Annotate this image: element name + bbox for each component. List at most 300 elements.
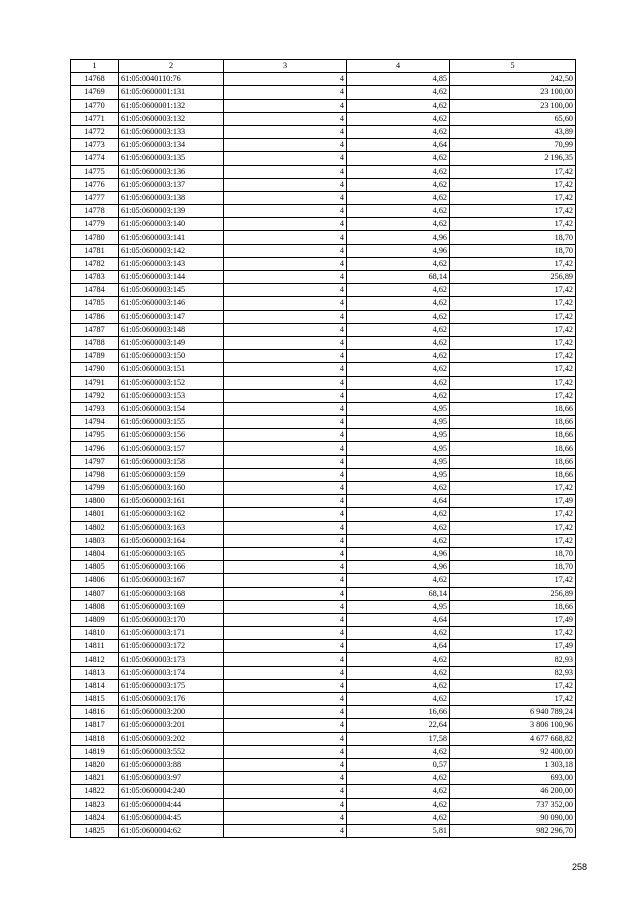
row-number-cell: 14793 xyxy=(71,402,119,415)
column-5-cell: 17,42 xyxy=(450,574,576,587)
column-5-cell: 17,42 xyxy=(450,389,576,402)
row-number-cell: 14802 xyxy=(71,521,119,534)
row-number-cell: 14780 xyxy=(71,231,119,244)
column-3-cell: 4 xyxy=(224,112,347,125)
column-4-cell: 4,62 xyxy=(347,218,450,231)
column-5-cell: 18,70 xyxy=(450,561,576,574)
row-number-cell: 14787 xyxy=(71,323,119,336)
column-4-cell: 4,62 xyxy=(347,745,450,758)
cadastral-number-cell: 61:05:0600003:134 xyxy=(119,139,224,152)
table-row xyxy=(71,429,576,442)
column-3-cell: 4 xyxy=(224,719,347,732)
row-number-cell: 14775 xyxy=(71,165,119,178)
column-5-cell: 17,42 xyxy=(450,191,576,204)
column-4-cell: 4,95 xyxy=(347,402,450,415)
table-row xyxy=(71,284,576,297)
column-5-cell: 17,42 xyxy=(450,310,576,323)
cadastral-number-cell: 61:05:0600004:62 xyxy=(119,824,224,837)
cadastral-number-cell: 61:05:0600003:170 xyxy=(119,613,224,626)
column-5-cell: 17,42 xyxy=(450,508,576,521)
column-5-cell: 18,66 xyxy=(450,429,576,442)
table-row xyxy=(71,693,576,706)
column-5-cell: 17,42 xyxy=(450,323,576,336)
column-5-cell: 92 400,00 xyxy=(450,745,576,758)
column-5-cell: 18,66 xyxy=(450,455,576,468)
column-5-cell: 18,70 xyxy=(450,547,576,560)
column-4-cell: 0,57 xyxy=(347,758,450,771)
column-3-cell: 4 xyxy=(224,758,347,771)
column-4-cell: 4,64 xyxy=(347,640,450,653)
row-number-cell: 14789 xyxy=(71,350,119,363)
column-5-cell: 17,49 xyxy=(450,613,576,626)
column-5-cell: 17,42 xyxy=(450,297,576,310)
cadastral-number-cell: 61:05:0600003:156 xyxy=(119,429,224,442)
column-4-cell: 4,95 xyxy=(347,429,450,442)
row-number-cell: 14769 xyxy=(71,86,119,99)
column-3-cell: 4 xyxy=(224,587,347,600)
cadastral-number-cell: 61:05:0600003:168 xyxy=(119,587,224,600)
column-5-cell: 17,42 xyxy=(450,178,576,191)
column-5-cell: 82,93 xyxy=(450,653,576,666)
row-number-cell: 14801 xyxy=(71,508,119,521)
row-number-cell: 14797 xyxy=(71,455,119,468)
column-5-cell: 3 806 100,96 xyxy=(450,719,576,732)
column-5-cell: 18,66 xyxy=(450,468,576,481)
cadastral-number-cell: 61:05:0600004:240 xyxy=(119,785,224,798)
table-row xyxy=(71,416,576,429)
row-number-cell: 14798 xyxy=(71,468,119,481)
column-3-cell: 4 xyxy=(224,86,347,99)
table-row xyxy=(71,811,576,824)
column-header: 2 xyxy=(119,60,224,73)
row-number-cell: 14804 xyxy=(71,547,119,560)
column-header: 1 xyxy=(71,60,119,73)
table-row xyxy=(71,495,576,508)
column-5-cell: 18,66 xyxy=(450,442,576,455)
table-row xyxy=(71,297,576,310)
column-3-cell: 4 xyxy=(224,442,347,455)
column-4-cell: 4,95 xyxy=(347,455,450,468)
row-number-cell: 14790 xyxy=(71,363,119,376)
row-number-cell: 14771 xyxy=(71,112,119,125)
cadastral-number-cell: 61:05:0600003:157 xyxy=(119,442,224,455)
column-5-cell: 46 200,00 xyxy=(450,785,576,798)
column-header: 4 xyxy=(347,60,450,73)
cadastral-number-cell: 61:05:0600003:145 xyxy=(119,284,224,297)
row-number-cell: 14816 xyxy=(71,706,119,719)
row-number-cell: 14779 xyxy=(71,218,119,231)
column-5-cell: 17,42 xyxy=(450,218,576,231)
row-number-cell: 14783 xyxy=(71,271,119,284)
column-5-cell: 17,42 xyxy=(450,257,576,270)
column-4-cell: 4,62 xyxy=(347,284,450,297)
row-number-cell: 14813 xyxy=(71,666,119,679)
row-number-cell: 14819 xyxy=(71,745,119,758)
column-4-cell: 4,64 xyxy=(347,613,450,626)
column-3-cell: 4 xyxy=(224,600,347,613)
cadastral-number-cell: 61:05:0600003:88 xyxy=(119,758,224,771)
column-4-cell: 4,62 xyxy=(347,653,450,666)
column-5-cell: 17,49 xyxy=(450,640,576,653)
cadastral-number-cell: 61:05:0600003:155 xyxy=(119,416,224,429)
column-4-cell: 4,62 xyxy=(347,297,450,310)
column-5-cell: 2 196,35 xyxy=(450,152,576,165)
column-4-cell: 4,62 xyxy=(347,310,450,323)
column-3-cell: 4 xyxy=(224,284,347,297)
table-row xyxy=(71,468,576,481)
column-5-cell: 23 100,00 xyxy=(450,99,576,112)
cadastral-number-cell: 61:05:0600003:132 xyxy=(119,112,224,125)
column-4-cell: 4,62 xyxy=(347,772,450,785)
table-row xyxy=(71,785,576,798)
cadastral-number-cell: 61:05:0600001:131 xyxy=(119,86,224,99)
row-number-cell: 14817 xyxy=(71,719,119,732)
column-4-cell: 4,62 xyxy=(347,679,450,692)
column-3-cell: 4 xyxy=(224,666,347,679)
column-4-cell: 4,95 xyxy=(347,468,450,481)
table-row xyxy=(71,798,576,811)
row-number-cell: 14825 xyxy=(71,824,119,837)
row-number-cell: 14818 xyxy=(71,732,119,745)
column-4-cell: 4,62 xyxy=(347,811,450,824)
column-5-cell: 17,42 xyxy=(450,350,576,363)
table-row xyxy=(71,508,576,521)
column-3-cell: 4 xyxy=(224,653,347,666)
column-3-cell: 4 xyxy=(224,745,347,758)
column-4-cell: 4,62 xyxy=(347,191,450,204)
page-number: 258 xyxy=(571,862,587,872)
column-3-cell: 4 xyxy=(224,376,347,389)
table-row xyxy=(71,534,576,547)
column-3-cell: 4 xyxy=(224,640,347,653)
table-row xyxy=(71,521,576,534)
column-4-cell: 4,96 xyxy=(347,561,450,574)
column-3-cell: 4 xyxy=(224,772,347,785)
cadastral-number-cell: 61:05:0600003:148 xyxy=(119,323,224,336)
cadastral-number-cell: 61:05:0040110:76 xyxy=(119,73,224,86)
column-4-cell: 4,96 xyxy=(347,231,450,244)
cadastral-number-cell: 61:05:0600001:132 xyxy=(119,99,224,112)
table-row xyxy=(71,600,576,613)
column-4-cell: 4,62 xyxy=(347,336,450,349)
cadastral-number-cell: 61:05:0600003:160 xyxy=(119,482,224,495)
column-5-cell: 17,42 xyxy=(450,363,576,376)
data-table xyxy=(70,59,576,838)
column-4-cell: 4,62 xyxy=(347,574,450,587)
column-3-cell: 4 xyxy=(224,218,347,231)
column-5-cell: 242,50 xyxy=(450,73,576,86)
table-row xyxy=(71,547,576,560)
column-4-cell: 68,14 xyxy=(347,587,450,600)
table-row xyxy=(71,587,576,600)
column-3-cell: 4 xyxy=(224,482,347,495)
column-3-cell: 4 xyxy=(224,73,347,86)
row-number-cell: 14774 xyxy=(71,152,119,165)
row-number-cell: 14786 xyxy=(71,310,119,323)
row-number-cell: 14806 xyxy=(71,574,119,587)
cadastral-number-cell: 61:05:0600003:164 xyxy=(119,534,224,547)
table-row xyxy=(71,640,576,653)
column-3-cell: 4 xyxy=(224,297,347,310)
column-4-cell: 4,62 xyxy=(347,125,450,138)
cadastral-number-cell: 61:05:0600003:146 xyxy=(119,297,224,310)
column-5-cell: 17,42 xyxy=(450,376,576,389)
row-number-cell: 14812 xyxy=(71,653,119,666)
row-number-cell: 14809 xyxy=(71,613,119,626)
column-3-cell: 4 xyxy=(224,534,347,547)
column-4-cell: 4,62 xyxy=(347,785,450,798)
column-5-cell: 256,89 xyxy=(450,271,576,284)
row-number-cell: 14803 xyxy=(71,534,119,547)
column-5-cell: 17,42 xyxy=(450,693,576,706)
table-row xyxy=(71,679,576,692)
column-3-cell: 4 xyxy=(224,389,347,402)
column-3-cell: 4 xyxy=(224,139,347,152)
row-number-cell: 14799 xyxy=(71,482,119,495)
column-5-cell: 18,70 xyxy=(450,244,576,257)
column-5-cell: 1 303,18 xyxy=(450,758,576,771)
row-number-cell: 14808 xyxy=(71,600,119,613)
column-4-cell: 4,95 xyxy=(347,442,450,455)
column-3-cell: 4 xyxy=(224,178,347,191)
column-5-cell: 18,66 xyxy=(450,600,576,613)
column-4-cell: 4,62 xyxy=(347,257,450,270)
cadastral-number-cell: 61:05:0600003:158 xyxy=(119,455,224,468)
column-3-cell: 4 xyxy=(224,521,347,534)
column-3-cell: 4 xyxy=(224,191,347,204)
column-3-cell: 4 xyxy=(224,679,347,692)
column-4-cell: 4,96 xyxy=(347,244,450,257)
cadastral-number-cell: 61:05:0600003:133 xyxy=(119,125,224,138)
column-3-cell: 4 xyxy=(224,271,347,284)
cadastral-number-cell: 61:05:0600003:167 xyxy=(119,574,224,587)
row-number-cell: 14805 xyxy=(71,561,119,574)
column-4-cell: 4,62 xyxy=(347,508,450,521)
column-4-cell: 4,62 xyxy=(347,521,450,534)
column-3-cell: 4 xyxy=(224,732,347,745)
cadastral-number-cell: 61:05:0600003:153 xyxy=(119,389,224,402)
cadastral-number-cell: 61:05:0600004:44 xyxy=(119,798,224,811)
column-3-cell: 4 xyxy=(224,125,347,138)
table-row xyxy=(71,139,576,152)
cadastral-number-cell: 61:05:0600003:202 xyxy=(119,732,224,745)
row-number-cell: 14814 xyxy=(71,679,119,692)
column-3-cell: 4 xyxy=(224,824,347,837)
column-4-cell: 4,62 xyxy=(347,86,450,99)
cadastral-number-cell: 61:05:0600003:136 xyxy=(119,165,224,178)
column-4-cell: 4,62 xyxy=(347,323,450,336)
column-5-cell: 90 090,00 xyxy=(450,811,576,824)
column-3-cell: 4 xyxy=(224,257,347,270)
row-number-cell: 14777 xyxy=(71,191,119,204)
header-row xyxy=(71,60,576,73)
row-number-cell: 14795 xyxy=(71,429,119,442)
row-number-cell: 14781 xyxy=(71,244,119,257)
cadastral-number-cell: 61:05:0600003:165 xyxy=(119,547,224,560)
cadastral-number-cell: 61:05:0600003:135 xyxy=(119,152,224,165)
table-row xyxy=(71,244,576,257)
cadastral-number-cell: 61:05:0600003:152 xyxy=(119,376,224,389)
cadastral-number-cell: 61:05:0600004:45 xyxy=(119,811,224,824)
table-row xyxy=(71,772,576,785)
column-5-cell: 17,42 xyxy=(450,336,576,349)
column-5-cell: 18,70 xyxy=(450,231,576,244)
column-4-cell: 22,64 xyxy=(347,719,450,732)
cadastral-number-cell: 61:05:0600003:200 xyxy=(119,706,224,719)
column-5-cell: 17,49 xyxy=(450,495,576,508)
column-4-cell: 4,62 xyxy=(347,376,450,389)
table-row xyxy=(71,758,576,771)
row-number-cell: 14800 xyxy=(71,495,119,508)
column-5-cell: 6 940 789,24 xyxy=(450,706,576,719)
column-4-cell: 4,62 xyxy=(347,363,450,376)
column-4-cell: 4,62 xyxy=(347,350,450,363)
column-header: 5 xyxy=(450,60,576,73)
row-number-cell: 14822 xyxy=(71,785,119,798)
table-row xyxy=(71,627,576,640)
column-4-cell: 16,66 xyxy=(347,706,450,719)
column-3-cell: 4 xyxy=(224,323,347,336)
column-4-cell: 4,95 xyxy=(347,600,450,613)
row-number-cell: 14796 xyxy=(71,442,119,455)
table-row xyxy=(71,231,576,244)
column-4-cell: 4,62 xyxy=(347,693,450,706)
table-row xyxy=(71,191,576,204)
table-row xyxy=(71,99,576,112)
column-5-cell: 43,89 xyxy=(450,125,576,138)
table-row xyxy=(71,402,576,415)
table-row xyxy=(71,257,576,270)
row-number-cell: 14768 xyxy=(71,73,119,86)
column-4-cell: 4,62 xyxy=(347,534,450,547)
column-3-cell: 4 xyxy=(224,99,347,112)
table-row xyxy=(71,824,576,837)
column-5-cell: 737 352,00 xyxy=(450,798,576,811)
column-4-cell: 4,62 xyxy=(347,666,450,679)
column-4-cell: 68,14 xyxy=(347,271,450,284)
column-5-cell: 17,42 xyxy=(450,679,576,692)
column-3-cell: 4 xyxy=(224,310,347,323)
cadastral-number-cell: 61:05:0600003:97 xyxy=(119,772,224,785)
cadastral-number-cell: 61:05:0600003:138 xyxy=(119,191,224,204)
column-5-cell: 18,66 xyxy=(450,416,576,429)
cadastral-number-cell: 61:05:0600003:144 xyxy=(119,271,224,284)
column-5-cell: 17,42 xyxy=(450,627,576,640)
column-4-cell: 4,62 xyxy=(347,389,450,402)
column-header: 3 xyxy=(224,60,347,73)
column-5-cell: 256,89 xyxy=(450,587,576,600)
row-number-cell: 14770 xyxy=(71,99,119,112)
column-3-cell: 4 xyxy=(224,363,347,376)
column-5-cell: 4 677 668,82 xyxy=(450,732,576,745)
column-3-cell: 4 xyxy=(224,613,347,626)
column-4-cell: 4,95 xyxy=(347,416,450,429)
row-number-cell: 14811 xyxy=(71,640,119,653)
column-3-cell: 4 xyxy=(224,627,347,640)
cadastral-number-cell: 61:05:0600003:154 xyxy=(119,402,224,415)
column-5-cell: 82,93 xyxy=(450,666,576,679)
cadastral-number-cell: 61:05:0600003:201 xyxy=(119,719,224,732)
table-row xyxy=(71,350,576,363)
row-number-cell: 14782 xyxy=(71,257,119,270)
row-number-cell: 14792 xyxy=(71,389,119,402)
cadastral-number-cell: 61:05:0600003:143 xyxy=(119,257,224,270)
cadastral-number-cell: 61:05:0600003:162 xyxy=(119,508,224,521)
column-3-cell: 4 xyxy=(224,429,347,442)
column-3-cell: 4 xyxy=(224,231,347,244)
column-3-cell: 4 xyxy=(224,508,347,521)
column-4-cell: 4,62 xyxy=(347,205,450,218)
table-row xyxy=(71,455,576,468)
cadastral-number-cell: 61:05:0600003:176 xyxy=(119,693,224,706)
table-row xyxy=(71,482,576,495)
column-5-cell: 70,99 xyxy=(450,139,576,152)
column-3-cell: 4 xyxy=(224,798,347,811)
column-5-cell: 17,42 xyxy=(450,205,576,218)
column-3-cell: 4 xyxy=(224,205,347,218)
table-row xyxy=(71,178,576,191)
table-row xyxy=(71,613,576,626)
row-number-cell: 14791 xyxy=(71,376,119,389)
column-3-cell: 4 xyxy=(224,165,347,178)
column-3-cell: 4 xyxy=(224,244,347,257)
cadastral-number-cell: 61:05:0600003:139 xyxy=(119,205,224,218)
table-row xyxy=(71,152,576,165)
cadastral-number-cell: 61:05:0600003:169 xyxy=(119,600,224,613)
table-row xyxy=(71,112,576,125)
column-4-cell: 4,96 xyxy=(347,547,450,560)
column-4-cell: 4,62 xyxy=(347,165,450,178)
column-3-cell: 4 xyxy=(224,402,347,415)
row-number-cell: 14794 xyxy=(71,416,119,429)
cadastral-number-cell: 61:05:0600003:142 xyxy=(119,244,224,257)
column-3-cell: 4 xyxy=(224,336,347,349)
table-row xyxy=(71,574,576,587)
cadastral-number-cell: 61:05:0600003:163 xyxy=(119,521,224,534)
column-4-cell: 17,58 xyxy=(347,732,450,745)
column-4-cell: 4,62 xyxy=(347,798,450,811)
column-3-cell: 4 xyxy=(224,547,347,560)
row-number-cell: 14821 xyxy=(71,772,119,785)
cadastral-number-cell: 61:05:0600003:147 xyxy=(119,310,224,323)
table-row xyxy=(71,666,576,679)
table-row xyxy=(71,389,576,402)
table-row xyxy=(71,376,576,389)
row-number-cell: 14773 xyxy=(71,139,119,152)
column-3-cell: 4 xyxy=(224,574,347,587)
cadastral-number-cell: 61:05:0600003:166 xyxy=(119,561,224,574)
table-row xyxy=(71,86,576,99)
cadastral-number-cell: 61:05:0600003:151 xyxy=(119,363,224,376)
row-number-cell: 14823 xyxy=(71,798,119,811)
column-4-cell: 4,62 xyxy=(347,152,450,165)
column-3-cell: 4 xyxy=(224,706,347,719)
row-number-cell: 14820 xyxy=(71,758,119,771)
column-3-cell: 4 xyxy=(224,455,347,468)
row-number-cell: 14788 xyxy=(71,336,119,349)
column-3-cell: 4 xyxy=(224,561,347,574)
column-4-cell: 4,62 xyxy=(347,178,450,191)
column-3-cell: 4 xyxy=(224,811,347,824)
column-4-cell: 4,62 xyxy=(347,482,450,495)
column-3-cell: 4 xyxy=(224,785,347,798)
row-number-cell: 14772 xyxy=(71,125,119,138)
column-3-cell: 4 xyxy=(224,152,347,165)
table-row xyxy=(71,125,576,138)
cadastral-number-cell: 61:05:0600003:149 xyxy=(119,336,224,349)
row-number-cell: 14815 xyxy=(71,693,119,706)
cadastral-number-cell: 61:05:0600003:141 xyxy=(119,231,224,244)
